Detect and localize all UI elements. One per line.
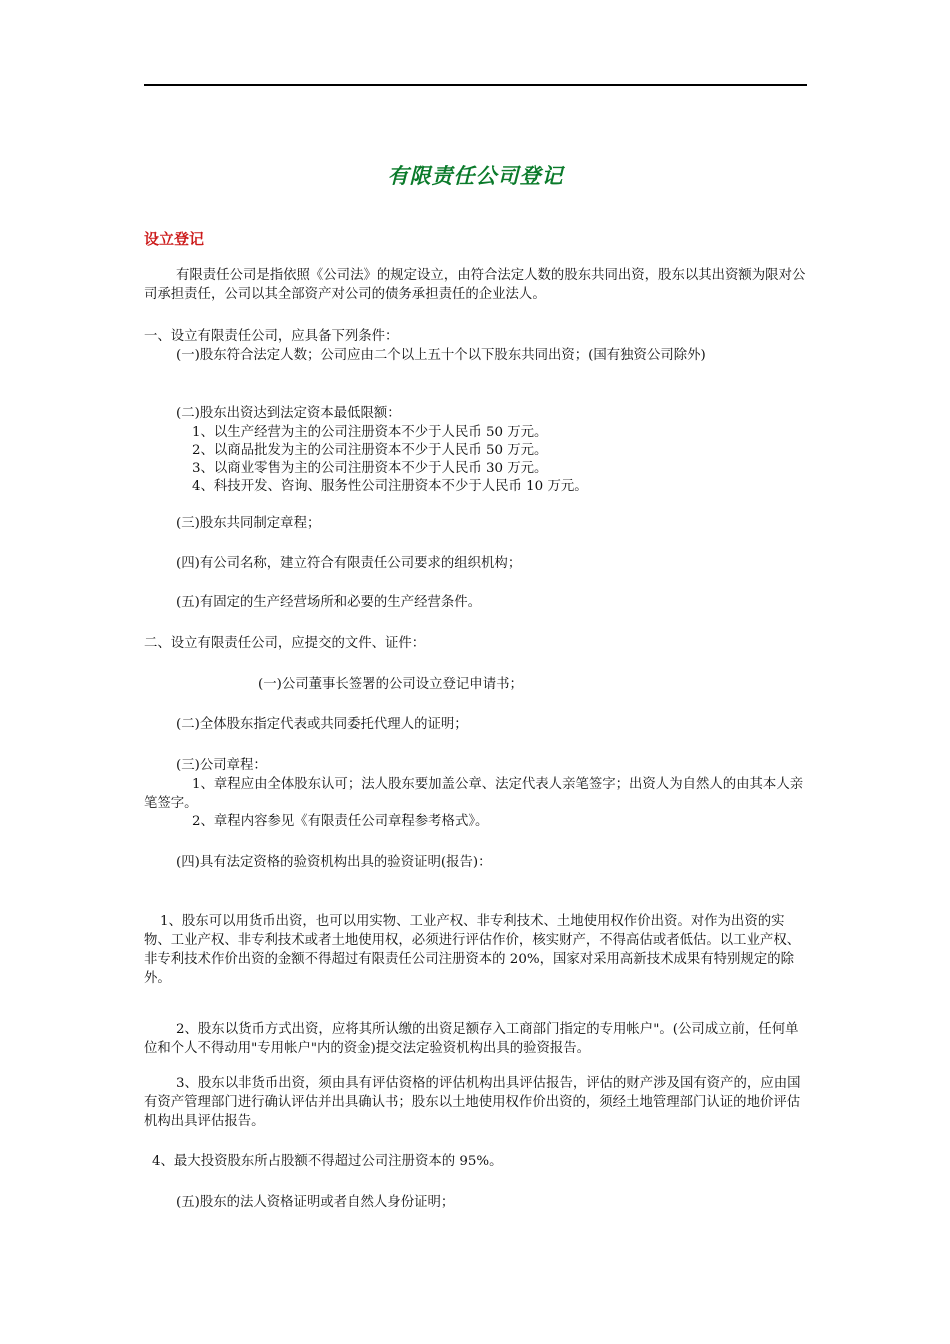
top-rule [144, 84, 807, 86]
verification-item: 1、股东可以用货币出资，也可以用实物、工业产权、非专利技术、土地使用权作价出资。对作为出资的实物、工业产权、非专利技术或者土地使用权，必须进行评估作价，核实财产，不得高估或者低估。以工业产权、非专利技术作价出资的金额不得超过有限责任公司注册资本的 20%，国家对采用高新技术成果有特别规定的除外。 [144, 914, 801, 986]
part2-heading: 二、设立有限责任公司，应提交的文件、证件： [144, 636, 426, 651]
section-heading: 设立登记 [144, 230, 205, 248]
capital-item: 4、科技开发、咨询、服务性公司注册资本不少于人民币 10 万元。 [192, 479, 588, 494]
intro-paragraph: 有限责任公司是指依照《公司法》的规定设立，由符合法定人数的股东共同出资，股东以其出资额为限对公司承担责任，公司以其全部资产对公司的债务承担责任的企业法人。 [144, 268, 806, 302]
verification-item: 4、最大投资股东所占股额不得超过公司注册资本的 95%。 [152, 1154, 503, 1169]
charter-item: 1、章程应由全体股东认可；法人股东要加盖公章、法定代表人亲笔签字；出资人为自然人的由其本人亲笔签字。 [144, 777, 804, 811]
capital-item: 2、以商品批发为主的公司注册资本不少于人民币 50 万元。 [192, 443, 548, 458]
document-4: (四)具有法定资格的验资机构出具的验资证明(报告)： [176, 855, 492, 870]
verification-item: 2、股东以货币方式出资，应将其所认缴的出资足额存入工商部门指定的专用帐户"。(公司成立前，任何单位和个人不得动用"专用帐户"内的资金)提交法定验资机构出具的验资报告。 [144, 1022, 799, 1056]
part1-heading: 一、设立有限责任公司，应具备下列条件： [144, 329, 399, 344]
capital-item: 3、以商业零售为主的公司注册资本不少于人民币 30 万元。 [192, 461, 548, 476]
document-1: (一)公司董事长签署的公司设立登记申请书； [258, 677, 523, 692]
verification-item: 3、股东以非货币出资，须由具有评估资格的评估机构出具评估报告，评估的财产涉及国有资产的，应由国有资产管理部门进行确认评估并出具确认书；股东以土地使用权作价出资的，须经土地管理部门认证的地价评估机构出具评估报告。 [144, 1076, 801, 1129]
condition-1: (一)股东符合法定人数；公司应由二个以上五十个以下股东共同出资；(国有独资公司除外) [176, 348, 706, 363]
condition-4: (四)有公司名称，建立符合有限责任公司要求的组织机构； [176, 556, 522, 571]
condition-2: (二)股东出资达到法定资本最低限额： [176, 406, 401, 421]
document-title: 有限责任公司登记 [387, 164, 564, 188]
condition-5: (五)有固定的生产经营场所和必要的生产经营条件。 [176, 595, 482, 610]
document-5: (五)股东的法人资格证明或者自然人身份证明； [176, 1195, 455, 1210]
document-2: (二)全体股东指定代表或共同委托代理人的证明； [176, 717, 468, 732]
charter-item: 2、章程内容参见《有限责任公司章程参考格式》。 [192, 814, 489, 829]
document-3: (三)公司章程： [176, 758, 267, 773]
capital-item: 1、以生产经营为主的公司注册资本不少于人民币 50 万元。 [192, 425, 548, 440]
condition-3: (三)股东共同制定章程； [176, 516, 321, 531]
